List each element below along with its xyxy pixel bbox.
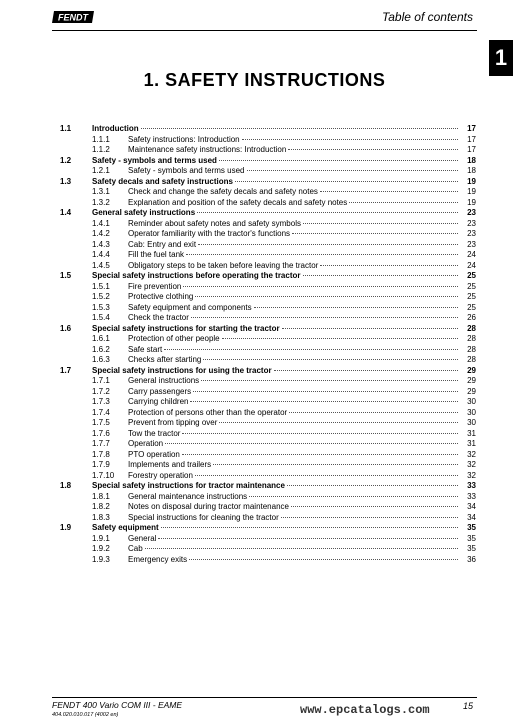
toc-item-title: Explanation and position of the safety decals and safety notes — [128, 197, 348, 207]
toc-section-number: 1.2 — [60, 155, 72, 165]
toc-item-title: Protection of persons other than the operator — [128, 407, 288, 417]
toc-item-page: 23 — [467, 229, 476, 238]
toc-item-row[interactable] — [60, 513, 476, 524]
toc-item-number: 1.7.6 — [92, 428, 110, 438]
toc-item-row[interactable] — [60, 439, 476, 450]
toc-leader-dots — [349, 202, 458, 203]
toc-leader-dots — [165, 443, 458, 444]
toc-leader-dots — [288, 149, 458, 150]
toc-section-page: 23 — [467, 208, 476, 217]
toc-leader-dots — [287, 485, 458, 486]
toc-item-row[interactable] — [60, 145, 476, 156]
toc-item-number: 1.7.8 — [92, 449, 110, 459]
toc-item-number: 1.7.4 — [92, 407, 110, 417]
toc-item-page: 19 — [467, 197, 476, 207]
toc-item-row[interactable] — [60, 544, 476, 555]
toc-leader-dots — [219, 422, 458, 423]
toc-item-page: 28 — [467, 355, 476, 364]
toc-item-number: 1.9.3 — [92, 554, 110, 564]
toc-item-page: 23 — [467, 218, 476, 228]
toc-leader-dots — [164, 349, 458, 350]
toc-leader-dots — [197, 212, 458, 213]
toc-section-title: General safety instructions — [92, 208, 196, 217]
toc-section-row[interactable] — [60, 523, 476, 534]
toc-leader-dots — [195, 475, 458, 476]
toc-item-number: 1.1.1 — [92, 134, 110, 144]
toc-section-page: 19 — [467, 176, 476, 186]
toc-item-page: 28 — [467, 334, 476, 343]
toc-leader-dots — [303, 223, 458, 224]
toc-item-row[interactable] — [60, 303, 476, 314]
toc-leader-dots — [219, 160, 458, 161]
toc-item-number: 1.1.2 — [92, 145, 110, 154]
toc-item-title: Carrying children — [128, 397, 189, 406]
toc-section-row[interactable] — [60, 271, 476, 282]
toc-item-row[interactable] — [60, 198, 476, 209]
toc-item-row[interactable] — [60, 534, 476, 545]
fendt-logo — [52, 10, 96, 24]
toc-item-page: 18 — [467, 166, 476, 175]
toc-item-title: Emergency exits — [128, 554, 188, 564]
toc-leader-dots — [183, 286, 458, 287]
toc-item-row[interactable] — [60, 229, 476, 240]
toc-item-title: Cab — [128, 544, 143, 553]
toc-item-number: 1.7.3 — [92, 397, 110, 406]
toc-item-title: PTO operation — [128, 449, 180, 459]
toc-item-number: 1.8.2 — [92, 502, 110, 511]
toc-item-row[interactable] — [60, 187, 476, 198]
toc-item-row[interactable] — [60, 240, 476, 251]
toc-leader-dots — [274, 370, 458, 371]
toc-section-row[interactable] — [60, 208, 476, 219]
toc-item-title: Check and change the safety decals and safety notes — [128, 187, 318, 196]
toc-item-title: General instructions — [128, 376, 200, 385]
toc-item-row[interactable] — [60, 502, 476, 513]
toc-item-title: Checks after starting — [128, 355, 202, 364]
toc-section-number: 1.4 — [60, 208, 72, 217]
toc-item-row[interactable] — [60, 555, 476, 566]
toc-leader-dots — [213, 464, 458, 465]
toc-item-page: 25 — [467, 281, 476, 291]
toc-section-title: Safety equipment — [92, 523, 159, 532]
toc-section-row[interactable] — [60, 156, 476, 167]
toc-leader-dots — [303, 275, 459, 276]
toc-leader-dots — [249, 496, 458, 497]
toc-item-row[interactable] — [60, 345, 476, 356]
footer-doc-code: 404.020.010.017 (4002 en) — [52, 712, 119, 718]
toc-section-number: 1.5 — [60, 271, 72, 280]
toc-item-row[interactable] — [60, 450, 476, 461]
toc-leader-dots — [141, 128, 458, 129]
toc-item-number: 1.7.9 — [92, 460, 110, 469]
toc-item-row[interactable] — [60, 418, 476, 429]
toc-item-page: 24 — [467, 260, 476, 270]
toc-item-number: 1.5.3 — [92, 302, 110, 312]
toc-item-page: 30 — [467, 418, 476, 427]
toc-section-title: Special safety instructions for tractor maintenance — [92, 481, 285, 490]
footer-model: FENDT 400 Vario COM III - EAME — [52, 700, 183, 710]
toc-item-row[interactable] — [60, 219, 476, 230]
toc-item-row[interactable] — [60, 387, 476, 398]
toc-item-title: Obligatory steps to be taken before leaving the tractor — [128, 260, 319, 270]
toc-leader-dots — [203, 359, 458, 360]
toc-section-title: Special safety instructions for using the tractor — [92, 365, 272, 375]
toc-leader-dots — [189, 559, 458, 560]
toc-item-number: 1.7.10 — [92, 470, 115, 480]
toc-item-number: 1.6.1 — [92, 334, 110, 343]
toc-item-title: Safety instructions: Introduction — [128, 134, 240, 144]
toc-leader-dots — [320, 191, 458, 192]
toc-item-page: 34 — [467, 512, 476, 522]
toc-leader-dots — [292, 233, 458, 234]
chapter-tab: 1 — [489, 40, 513, 76]
toc-item-page: 35 — [467, 533, 476, 543]
toc-leader-dots — [201, 380, 458, 381]
toc-section-title: Safety decals and safety instructions — [92, 176, 233, 186]
toc-item-title: Fire prevention — [128, 281, 182, 291]
toc-section-title: Special safety instructions for starting the tractor — [92, 323, 280, 333]
toc-item-page: 29 — [467, 376, 476, 385]
toc-leader-dots — [282, 328, 458, 329]
toc-item-page: 23 — [467, 239, 476, 249]
toc-leader-dots — [190, 401, 458, 402]
toc-item-title: General — [128, 533, 157, 543]
toc-leader-dots — [291, 506, 458, 507]
toc-leader-dots — [186, 254, 458, 255]
toc-item-row[interactable] — [60, 261, 476, 272]
toc-section-title: Safety - symbols and terms used — [92, 155, 217, 165]
toc-item-title: Protection of other people — [128, 334, 220, 343]
toc-item-page: 32 — [467, 449, 476, 459]
toc-item-page: 32 — [467, 470, 476, 480]
toc-section-number: 1.7 — [60, 365, 72, 375]
toc-item-title: Implements and trailers — [128, 460, 212, 469]
table-of-contents — [60, 124, 476, 565]
toc-leader-dots — [235, 181, 458, 182]
toc-item-page: 28 — [467, 344, 476, 354]
toc-section-page: 28 — [467, 323, 476, 333]
toc-item-title: Operation — [128, 439, 164, 448]
toc-item-row[interactable] — [60, 135, 476, 146]
toc-item-title: Cab: Entry and exit — [128, 239, 197, 249]
toc-item-row[interactable] — [60, 460, 476, 471]
toc-item-page: 25 — [467, 302, 476, 312]
toc-section-page: 18 — [467, 155, 476, 165]
toc-leader-dots — [182, 454, 458, 455]
toc-item-title: Reminder about safety notes and safety symbols — [128, 218, 301, 228]
toc-leader-dots — [191, 317, 458, 318]
toc-item-page: 29 — [467, 386, 476, 396]
toc-item-page: 35 — [467, 544, 476, 553]
toc-item-page: 33 — [467, 491, 476, 501]
toc-leader-dots — [193, 391, 458, 392]
toc-item-number: 1.7.1 — [92, 376, 110, 385]
toc-item-number: 1.5.1 — [92, 281, 110, 291]
toc-item-number: 1.7.2 — [92, 386, 110, 396]
toc-item-page: 17 — [467, 134, 476, 144]
toc-leader-dots — [161, 527, 458, 528]
toc-section-row[interactable] — [60, 366, 476, 377]
toc-item-row[interactable] — [60, 282, 476, 293]
toc-item-page: 30 — [467, 407, 476, 417]
toc-leader-dots — [247, 170, 459, 171]
toc-item-title: Fill the fuel tank — [128, 250, 185, 259]
toc-item-row[interactable] — [60, 408, 476, 419]
toc-item-title: Notes on disposal during tractor maintenance — [128, 502, 289, 511]
toc-section-number: 1.6 — [60, 323, 72, 333]
toc-item-page: 31 — [467, 439, 476, 448]
toc-section-title: Introduction — [92, 124, 139, 133]
toc-section-page: 29 — [467, 365, 476, 375]
toc-item-page: 30 — [467, 397, 476, 406]
toc-leader-dots — [158, 538, 458, 539]
toc-section-page: 25 — [467, 271, 476, 280]
toc-leader-dots — [281, 517, 458, 518]
toc-item-number: 1.6.3 — [92, 355, 110, 364]
toc-item-number: 1.5.4 — [92, 313, 110, 322]
toc-item-title: Protective clothing — [128, 292, 194, 301]
toc-item-page: 32 — [467, 460, 476, 469]
toc-leader-dots — [289, 412, 458, 413]
toc-item-number: 1.3.1 — [92, 187, 110, 196]
toc-item-title: Safety - symbols and terms used — [128, 166, 245, 175]
page-number: 15 — [462, 701, 473, 711]
toc-leader-dots — [254, 307, 458, 308]
toc-section-number: 1.9 — [60, 523, 72, 532]
toc-leader-dots — [320, 265, 458, 266]
toc-item-number: 1.7.7 — [92, 439, 110, 448]
toc-item-row[interactable] — [60, 292, 476, 303]
toc-item-number: 1.3.2 — [92, 197, 110, 207]
page-title: 1. SAFETY INSTRUCTIONS — [143, 70, 386, 90]
toc-section-number: 1.1 — [60, 124, 72, 133]
toc-leader-dots — [242, 139, 458, 140]
toc-item-title: General maintenance instructions — [128, 491, 248, 501]
toc-leader-dots — [198, 244, 458, 245]
toc-item-number: 1.8.3 — [92, 512, 110, 522]
toc-item-title: Check the tractor — [128, 313, 189, 322]
toc-item-number: 1.2.1 — [92, 166, 110, 175]
toc-section-page: 33 — [467, 481, 476, 490]
toc-item-page: 31 — [467, 428, 476, 438]
header-title: Table of contents — [382, 10, 473, 24]
toc-item-row[interactable] — [60, 492, 476, 503]
toc-item-row[interactable] — [60, 166, 476, 177]
toc-item-page: 24 — [467, 250, 476, 259]
toc-item-title: Carry passengers — [128, 386, 192, 396]
toc-item-number: 1.9.2 — [92, 544, 110, 553]
watermark-link[interactable]: www.epcatalogs.com — [300, 703, 430, 717]
toc-item-number: 1.8.1 — [92, 491, 110, 501]
toc-item-number: 1.4.3 — [92, 239, 110, 249]
toc-item-page: 34 — [467, 502, 476, 511]
toc-item-row[interactable] — [60, 334, 476, 345]
toc-item-title: Maintenance safety instructions: Introduction — [128, 145, 287, 154]
toc-item-number: 1.6.2 — [92, 344, 110, 354]
toc-section-row[interactable] — [60, 481, 476, 492]
toc-item-title: Forestry operation — [128, 470, 193, 480]
toc-item-number: 1.4.1 — [92, 218, 110, 228]
toc-item-page: 17 — [467, 145, 476, 154]
toc-item-title: Operator familiarity with the tractor's functions — [128, 229, 291, 238]
toc-item-row[interactable] — [60, 397, 476, 408]
toc-section-page: 17 — [467, 124, 476, 133]
toc-section-title: Special safety instructions before operating the tractor — [92, 271, 301, 280]
toc-item-number: 1.4.5 — [92, 260, 110, 270]
toc-item-page: 19 — [467, 187, 476, 196]
svg-text:FENDT: FENDT — [58, 12, 88, 23]
toc-item-row[interactable] — [60, 250, 476, 261]
toc-item-row[interactable] — [60, 313, 476, 324]
toc-section-number: 1.8 — [60, 481, 72, 490]
toc-item-title: Safe start — [128, 344, 163, 354]
toc-item-title: Prevent from tipping over — [128, 418, 218, 427]
toc-section-number: 1.3 — [60, 176, 72, 186]
toc-item-title: Safety equipment and components — [128, 302, 252, 312]
toc-leader-dots — [222, 338, 458, 339]
toc-item-row[interactable] — [60, 429, 476, 440]
toc-leader-dots — [182, 433, 458, 434]
header-divider — [52, 30, 477, 31]
toc-section-row[interactable] — [60, 324, 476, 335]
toc-item-page: 25 — [467, 292, 476, 301]
toc-item-row[interactable] — [60, 376, 476, 387]
footer-divider — [52, 697, 477, 698]
toc-section-row[interactable] — [60, 177, 476, 188]
toc-item-number: 1.4.2 — [92, 229, 110, 238]
toc-item-number: 1.9.1 — [92, 533, 110, 543]
toc-section-page: 35 — [467, 523, 476, 532]
toc-leader-dots — [145, 548, 458, 549]
toc-item-row[interactable] — [60, 355, 476, 366]
toc-item-page: 26 — [467, 313, 476, 322]
toc-section-row[interactable] — [60, 124, 476, 135]
toc-item-page: 36 — [467, 554, 476, 564]
toc-item-number: 1.7.5 — [92, 418, 110, 427]
toc-item-row[interactable] — [60, 471, 476, 482]
toc-item-number: 1.5.2 — [92, 292, 110, 301]
toc-item-title: Special instructions for cleaning the tractor — [128, 512, 279, 522]
toc-leader-dots — [195, 296, 458, 297]
toc-item-title: Tow the tractor — [128, 428, 181, 438]
toc-item-number: 1.4.4 — [92, 250, 110, 259]
